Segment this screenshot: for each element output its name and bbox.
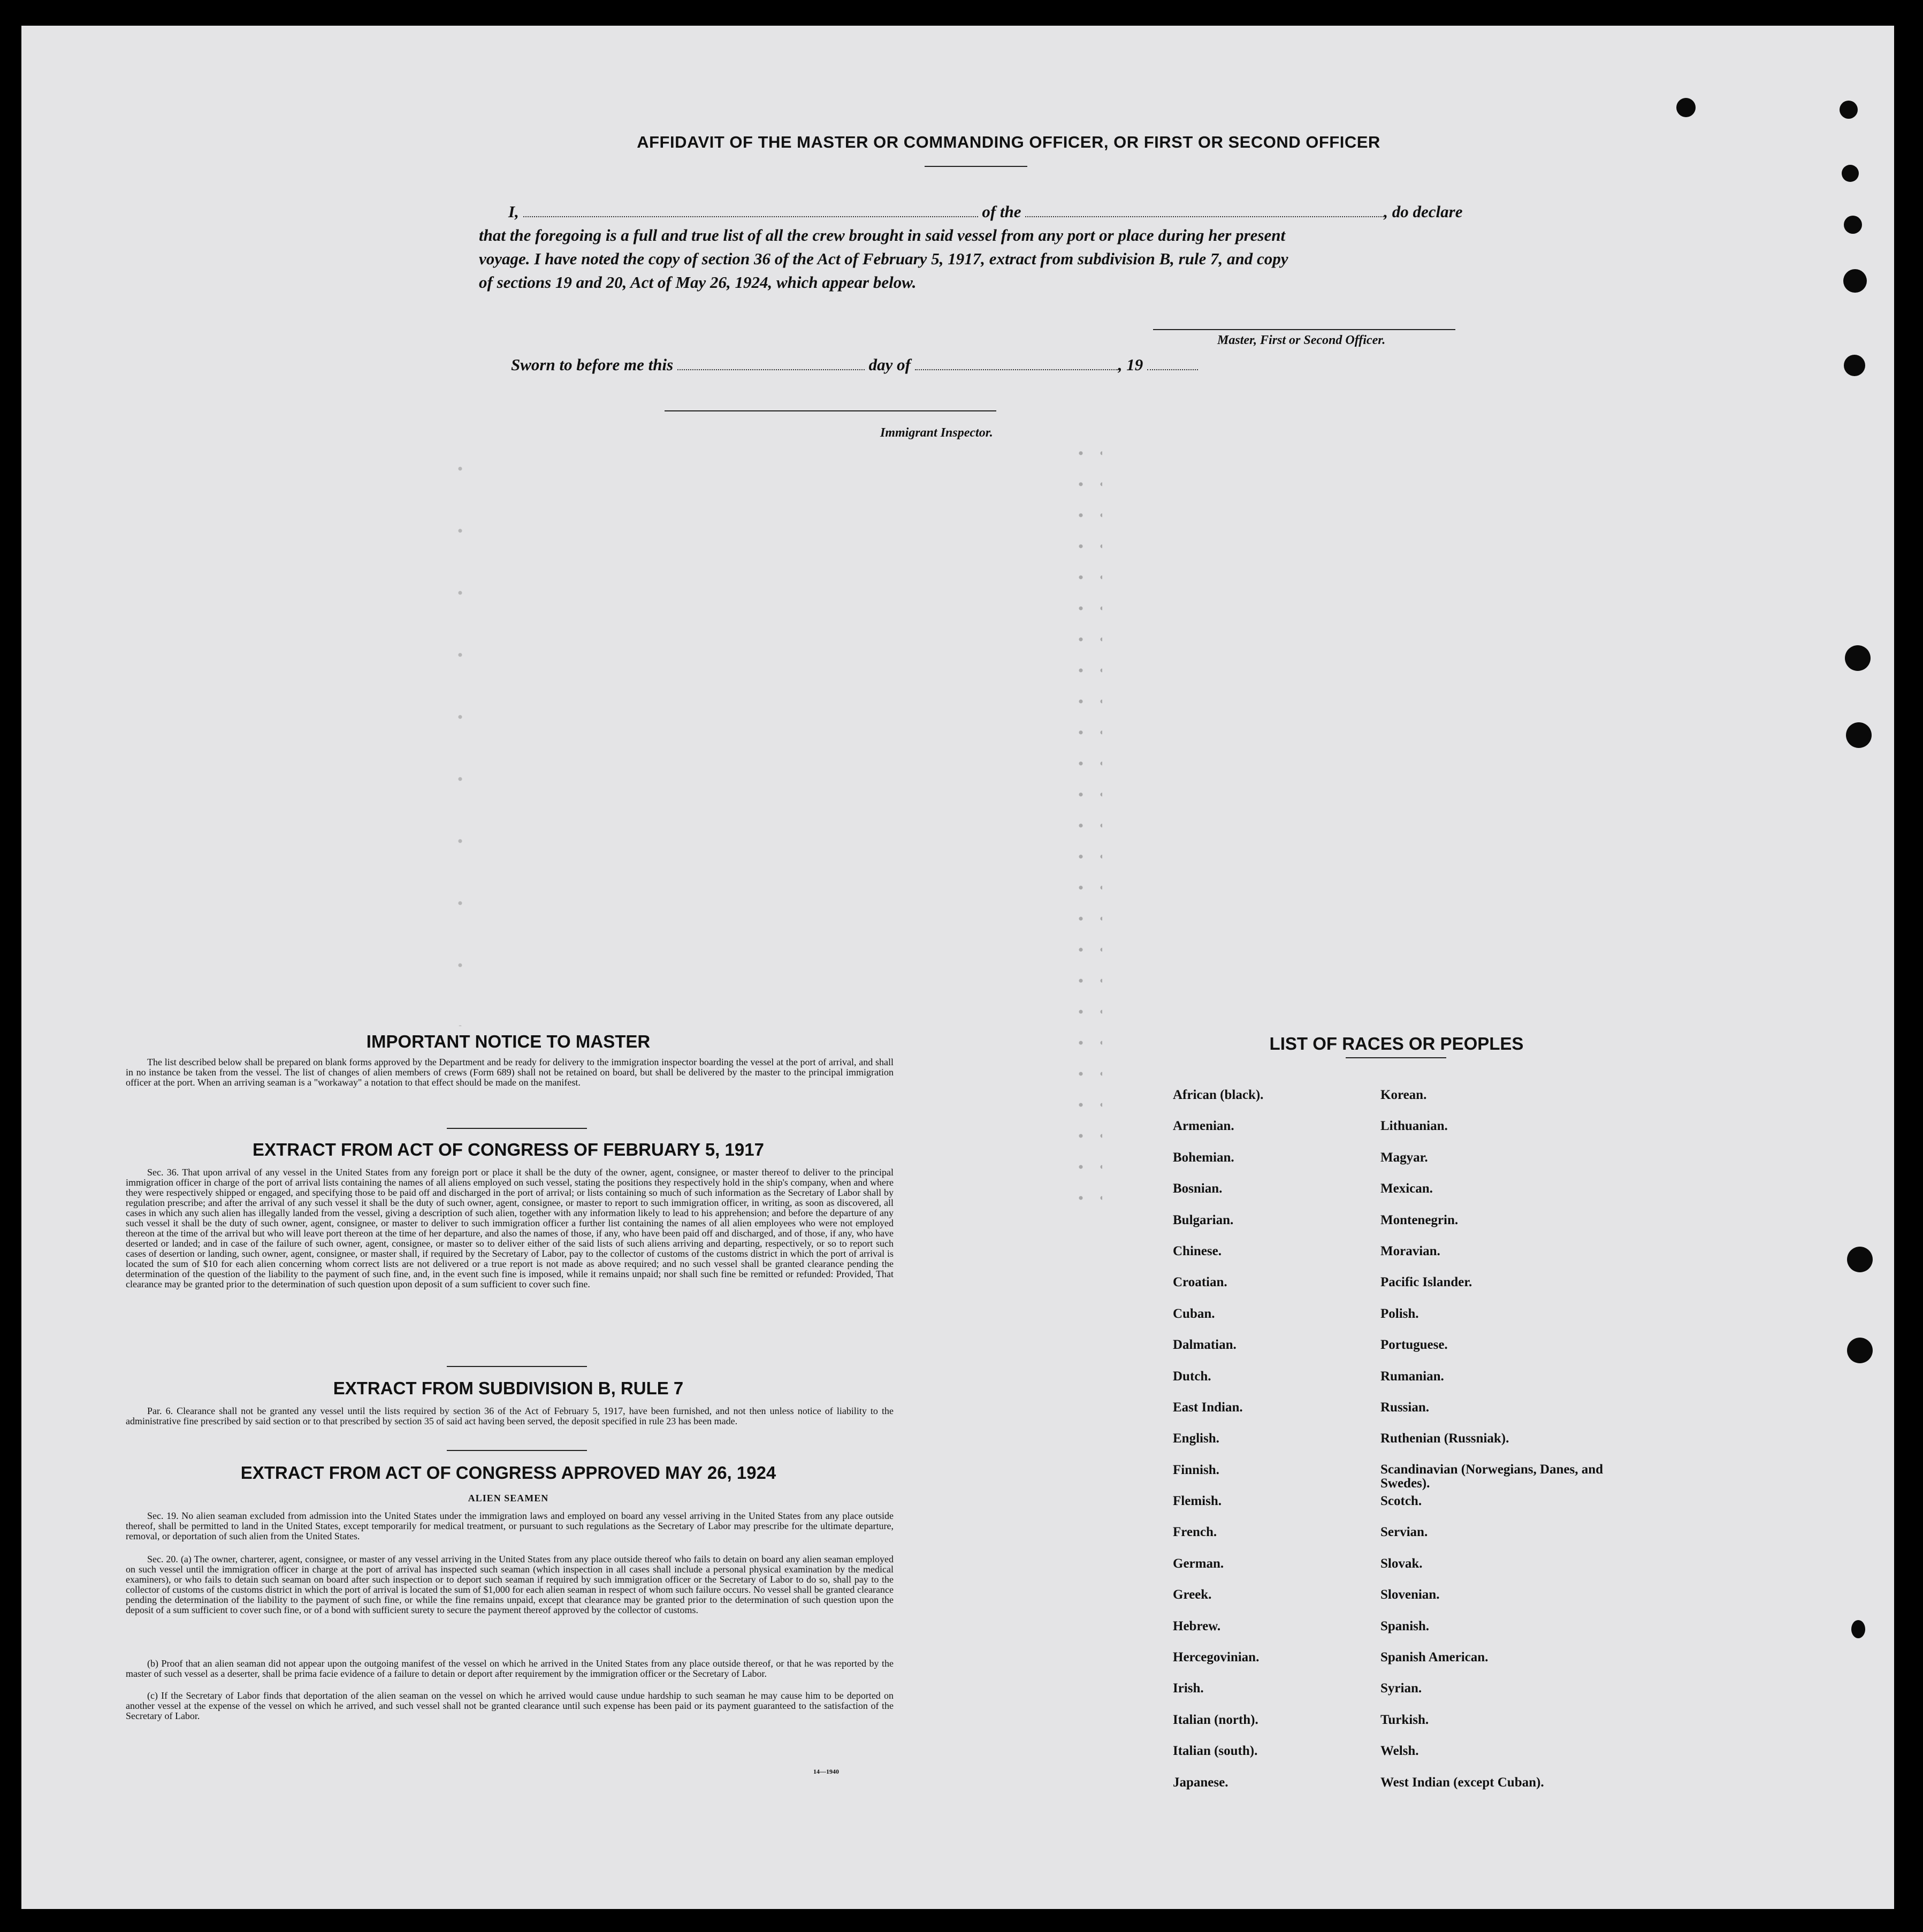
punch-hole: [1846, 722, 1872, 748]
do-declare-label: , do declare: [1384, 202, 1463, 221]
race-item: Pacific Islander.: [1380, 1275, 1472, 1290]
master-signature-line: [1153, 329, 1455, 330]
punch-hole: [1840, 101, 1858, 119]
print-number: 14—1940: [813, 1768, 839, 1775]
race-item: Hercegovinian.: [1173, 1650, 1260, 1665]
race-item: English.: [1173, 1431, 1219, 1446]
punch-hole: [1676, 98, 1696, 117]
race-item: Japanese.: [1173, 1775, 1228, 1790]
race-item: German.: [1173, 1556, 1224, 1571]
races-title: LIST OF RACES OR PEOPLES: [1269, 1034, 1524, 1053]
race-item: Slovenian.: [1380, 1587, 1440, 1602]
punch-hole: [1844, 355, 1865, 376]
race-item: East Indian.: [1173, 1400, 1243, 1415]
punch-hole: [1844, 216, 1862, 234]
race-item: Chinese.: [1173, 1243, 1222, 1258]
race-item: Lithuanian.: [1380, 1119, 1448, 1134]
race-item: Dalmatian.: [1173, 1338, 1237, 1353]
punch-hole: [1843, 269, 1867, 293]
extract-1924-sec19: Sec. 19. No alien seaman excluded from admission into the United States under the immigration laws and employed on board any vessel arriving in the United States from any place outside thereof, shall be permitted to land in the United States, except temporarily for medical treatment, or pursuant to such regulations as the Secretary of Labor may prescribe for the ultimate departure, removal, or deportation of such alien from the United States.: [126, 1510, 894, 1541]
race-item: Croatian.: [1173, 1275, 1227, 1290]
extract-1924-sec20a: Sec. 20. (a) The owner, charterer, agent, consignee, or master of any vessel arriving in the United States from any place outside thereof who fails to detain on board any alien seaman employed on such vessel until the immigration officer in charge at the port of arrival has inspected such seaman (which inspection in all cases shall include a personal physical examination by the medical examiners), or who fails to detain such seaman on board after such inspection or to deport such seaman if required by such immigration officer or the Secretary of Labor to do so, shall pay to the collector of customs of the customs district in which the port of arrival is located the sum of $1,000 for each alien seaman in respect of whom such failure occurs. No vessel shall be granted clearance pending the determination of the liability to the payment of such fine, or while the fine remains unpaid, except that clearance may be granted prior to the determination of such question upon the deposit of a sum sufficient to cover such fine, or of a bond with sufficient surety to secure the payment thereof approved by the collector of customs.: [126, 1554, 894, 1615]
race-item: Irish.: [1173, 1681, 1204, 1696]
section-divider: [447, 1366, 587, 1367]
master-caption: Master, First or Second Officer.: [1217, 333, 1386, 347]
race-item: Syrian.: [1380, 1681, 1422, 1696]
of-the-label: of the: [982, 202, 1021, 221]
race-item: Spanish.: [1380, 1618, 1430, 1633]
race-item: Moravian.: [1380, 1243, 1440, 1258]
affidavit-line-3: of sections 19 and 20, Act of May 26, 1924, which appear below.: [479, 273, 917, 292]
race-item: Rumanian.: [1380, 1369, 1444, 1384]
race-item: Polish.: [1380, 1306, 1419, 1321]
race-item: Ruthenian (Russniak).: [1380, 1431, 1509, 1446]
punch-hole: [1842, 165, 1859, 182]
notice-body: The list described below shall be prepared on blank forms approved by the Department and be ready for delivery to the immigration inspector boarding the vessel at the port of arrival, and shall in no instance be taken from the vessel. The list of changes of alien members of crews (Form 689) shall not be retained on board, but shall be delivered by the master to the principal immigration officer at the port. When an arriving seaman is a "workaway" a notation to that effect should be made on the manifest.: [126, 1057, 894, 1088]
race-item: African (black).: [1173, 1088, 1264, 1102]
extract-1917-body: Sec. 36. That upon arrival of any vessel in the United States from any foreign port or place it shall be the duty of the owner, agent, consignee, or master thereof to deliver to the principal immigration officer in charge of the port of arrival lists containing the names of all aliens employed on such vessel, stating the positions they respectively hold in the ship's company, when and where they were respectively shipped or engaged, and specifying those to be paid off and discharged in the port of arrival; or lists containing so much of such information as the Secretary of Labor shall by regulation prescribe; and after the arrival of any such vessel it shall be the duty of such owner, agent, consignee, or master to report to such immigration officer, in writing, as soon as discovered, all cases in which any such alien has illegally landed from the vessel, giving a description of such alien, together with any information likely to lead to his apprehension; and before the departure of any such vessel it shall be the duty of such owner, agent, consignee, or master to deliver to such immigration officer a further list containing the names of all alien employees who were not employed thereon at the time of the arrival but who will leave port thereon at the time of her departure, and also the names of those, if any, who have been paid off and discharged, and of those, if any, who have deserted or landed; and in case of the failure of such owner, agent, consignee, or master so to deliver either of the said lists of such aliens arriving and departing, respectively, or so to report such cases of desertion or landing, such owner, agent, consignee, or master shall, if required by the Secretary of Labor, pay to the collector of customs of the customs district in which the port of arrival is located the sum of $10 for each alien concerning whom correct lists are not delivered or a true report is not made as above required; and no such vessel shall be granted clearance pending the determination of the question of the liability to the payment of such fine, and, in the event such fine is imposed, while it remains unpaid; nor shall such fine be remitted or refunded: Provided, That clearance may be granted prior to the determination of such question upon deposit of a sum sufficient to cover such fine.: [126, 1167, 894, 1289]
race-item: Bohemian.: [1173, 1150, 1234, 1165]
race-item: Italian (north).: [1173, 1712, 1258, 1727]
sworn-year-blank: [1147, 369, 1198, 370]
affidavit-first-line: [508, 200, 1525, 224]
race-item: Montenegrin.: [1380, 1212, 1459, 1227]
bleed-through-marks: [1070, 438, 1102, 1213]
vessel-blank: [1025, 216, 1384, 217]
race-item: Scandinavian (Norwegians, Danes, and Swedes).: [1380, 1462, 1604, 1491]
extract-1924-sec20b: (b) Proof that an alien seaman did not appear upon the outgoing manifest of the vessel on which he arrived in the United States from any place outside thereof, or that he was reported by the master of such vessel as a deserter, shall be prima facie evidence of a failure to detain or deport after requirement by the immigration officer or the Secretary of Labor.: [126, 1658, 894, 1679]
i-label: I,: [508, 202, 519, 221]
race-item: Slovak.: [1380, 1556, 1423, 1571]
sworn-day-blank: [677, 369, 865, 370]
section-divider: [447, 1128, 587, 1129]
race-item: French.: [1173, 1525, 1217, 1540]
year-prefix: , 19: [1118, 355, 1143, 374]
race-item: Portuguese.: [1380, 1338, 1448, 1353]
race-item: West Indian (except Cuban).: [1380, 1775, 1544, 1790]
race-item: Armenian.: [1173, 1119, 1234, 1134]
races-divider: [1346, 1057, 1446, 1058]
inspector-signature-line: [665, 410, 996, 411]
race-item: Mexican.: [1380, 1181, 1433, 1196]
extract-rule7-title: EXTRACT FROM SUBDIVISION B, RULE 7: [333, 1378, 684, 1398]
race-item: Russian.: [1380, 1400, 1430, 1415]
section-divider: [447, 1450, 587, 1451]
extract-1917-title: EXTRACT FROM ACT OF CONGRESS OF FEBRUARY 5, 1917: [253, 1140, 764, 1159]
affidavit-title: AFFIDAVIT OF THE MASTER OR COMMANDING OFFICER, OR FIRST OR SECOND OFFICER: [637, 133, 1380, 151]
punch-hole: [1847, 1247, 1873, 1272]
document-page: [21, 26, 1894, 1909]
race-item: Finnish.: [1173, 1462, 1219, 1477]
sworn-label: Sworn to before me this: [511, 355, 674, 374]
punch-hole: [1845, 645, 1871, 671]
affidavit-line-2: voyage. I have noted the copy of section 36 of the Act of February 5, 1917, extract from subdivision B, rule 7, and copy: [479, 249, 1288, 268]
affidavit-line-1: that the foregoing is a full and true list of all the crew brought in said vessel from any port or place during her present: [479, 226, 1286, 245]
race-item: Italian (south).: [1173, 1744, 1258, 1759]
punch-hole: [1851, 1620, 1865, 1638]
races-left-column: [1173, 1088, 1355, 1806]
day-of-label: day of: [868, 355, 911, 374]
bleed-through-marks: [455, 438, 466, 1026]
title-divider: [925, 166, 1027, 167]
race-item: Flemish.: [1173, 1494, 1222, 1509]
extract-1924-sec20c: (c) If the Secretary of Labor finds that deportation of the alien seaman on the vessel on which he arrived would cause undue hardship to such seaman he may cause him to be deported on another vessel at the expense of the vessel on which he arrived, and such vessel shall not be granted clearance until such expense has been paid or its payment guaranteed to the satisfaction of the Secretary of Labor.: [126, 1690, 894, 1721]
race-item: Scotch.: [1380, 1494, 1422, 1509]
race-item: Greek.: [1173, 1587, 1212, 1602]
race-item: Dutch.: [1173, 1369, 1211, 1384]
race-item: Magyar.: [1380, 1150, 1428, 1165]
inspector-caption: Immigrant Inspector.: [880, 426, 993, 440]
notice-title: IMPORTANT NOTICE TO MASTER: [366, 1032, 651, 1051]
sworn-month-blank: [915, 369, 1118, 370]
sworn-line: [511, 353, 1198, 377]
race-item: Servian.: [1380, 1525, 1428, 1540]
race-item: Bulgarian.: [1173, 1212, 1234, 1227]
race-item: Welsh.: [1380, 1744, 1419, 1759]
race-item: Spanish American.: [1380, 1650, 1489, 1665]
race-item: Korean.: [1380, 1088, 1427, 1102]
extract-1924-title: EXTRACT FROM ACT OF CONGRESS APPROVED MAY 26, 1924: [240, 1463, 776, 1483]
race-item: Turkish.: [1380, 1712, 1429, 1727]
extract-1924-subtitle: ALIEN SEAMEN: [468, 1493, 549, 1503]
extract-rule7-body: Par. 6. Clearance shall not be granted any vessel until the lists required by section 36 of the Act of February 5, 1917, have been furnished, and not then unless notice of liability to the administrative fine prescribed by said section or to that prescribed by section 35 of said act having been served, the deposit specified in rule 23 has been made.: [126, 1406, 894, 1426]
punch-hole: [1847, 1338, 1873, 1363]
race-item: Cuban.: [1173, 1306, 1215, 1321]
name-blank: [523, 216, 978, 217]
races-right-column: [1380, 1088, 1627, 1806]
race-item: Hebrew.: [1173, 1618, 1221, 1633]
race-item: Bosnian.: [1173, 1181, 1223, 1196]
